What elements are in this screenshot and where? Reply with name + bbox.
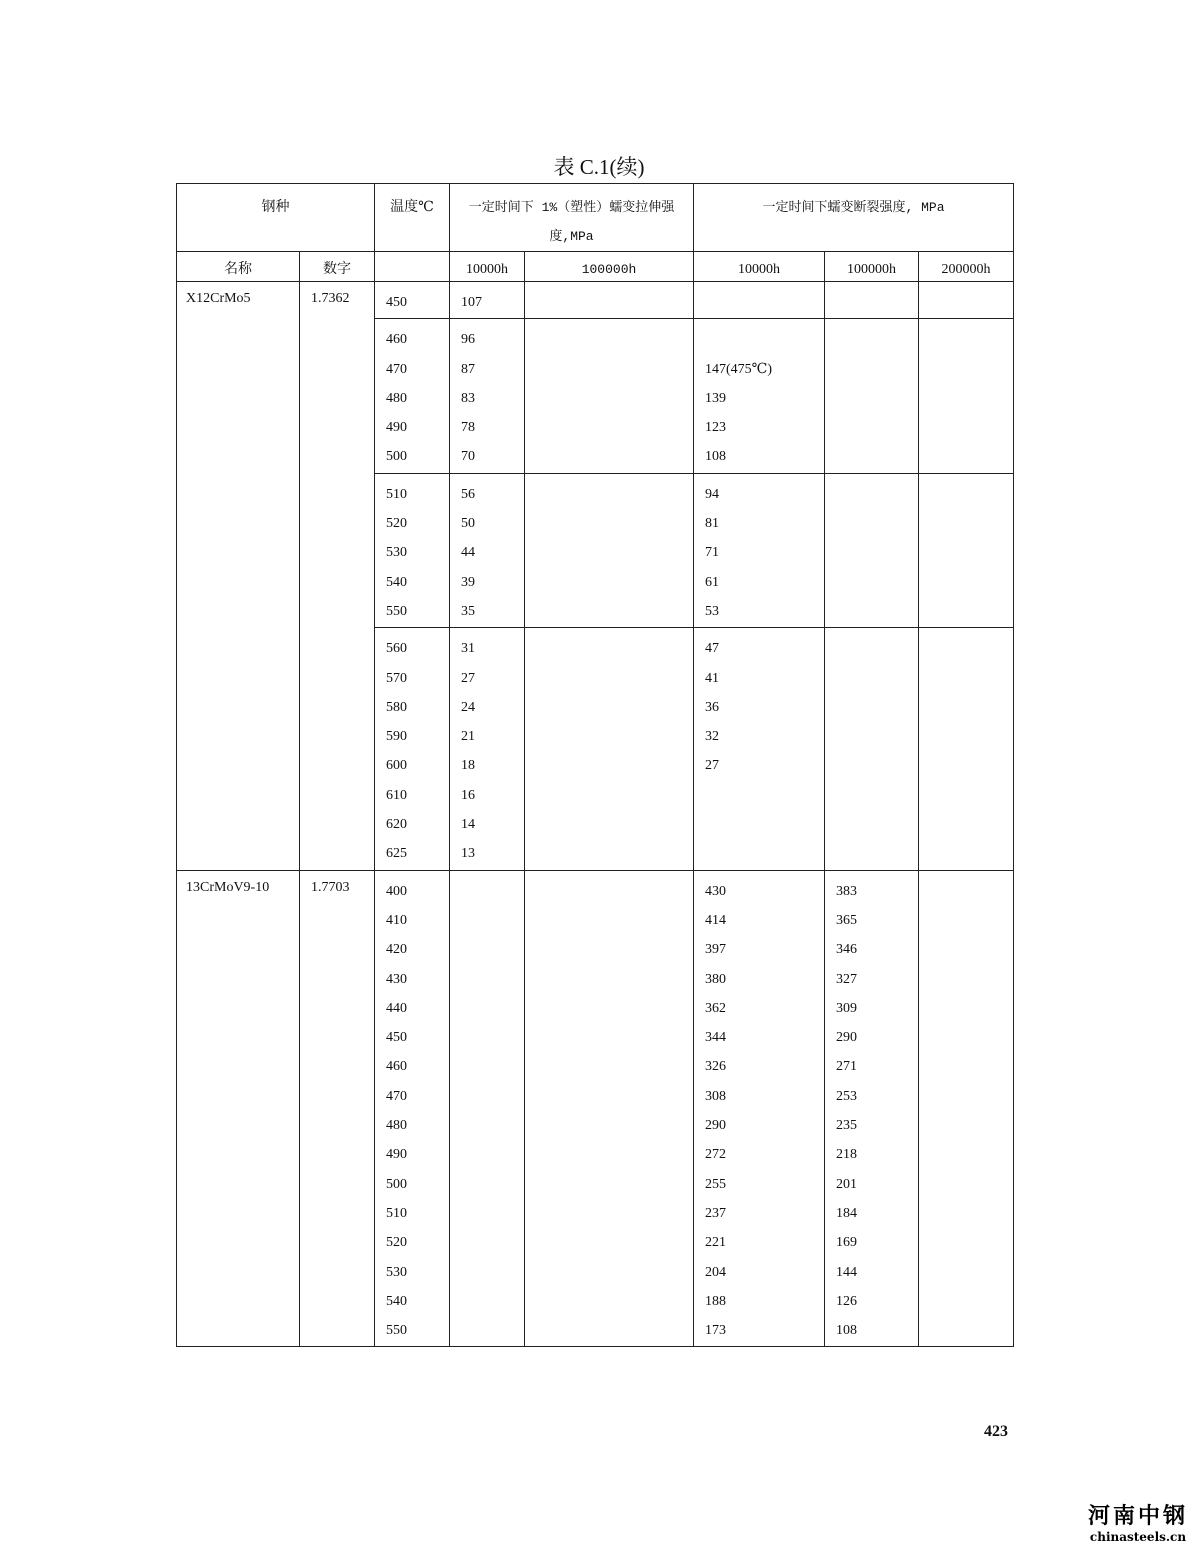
value-rupture-200000h [930, 1111, 1013, 1140]
watermark-en: chinasteels.cn [1089, 1530, 1187, 1544]
value-creep-10000h: 14 [461, 817, 475, 833]
value-rupture-200000h [930, 693, 1013, 722]
value-rupture-200000h [930, 994, 1013, 1023]
value-rupture-100000h [836, 480, 918, 509]
value-rupture-100000h: 253 [836, 1088, 858, 1104]
value-rupture-100000h [836, 722, 918, 751]
value-rupture-10000h: 414 [705, 912, 727, 928]
value-temperature: 470 [386, 361, 407, 377]
value-rupture-100000h: 184 [836, 1205, 858, 1221]
value-creep-100000h [536, 538, 693, 567]
value-rupture-10000h: 81 [705, 516, 720, 532]
value-creep-100000h [536, 839, 693, 868]
header-number: 数字 [323, 262, 351, 277]
value-creep-10000h: 56 [461, 486, 475, 502]
value-rupture-200000h [930, 1052, 1013, 1081]
value-rupture-200000h [930, 1199, 1013, 1228]
value-creep-100000h [536, 1199, 693, 1228]
value-temperature: 625 [386, 846, 407, 862]
value-rupture-200000h [930, 509, 1013, 538]
value-creep-10000h: 27 [461, 670, 475, 686]
value-creep-10000h: 107 [461, 295, 482, 310]
watermark-logo [1082, 1504, 1194, 1544]
value-rupture-200000h [930, 597, 1013, 626]
value-creep-10000h: 78 [461, 420, 475, 436]
value-rupture-10000h: 123 [705, 420, 727, 436]
value-rupture-200000h [930, 1023, 1013, 1052]
value-creep-10000h [461, 994, 524, 1023]
value-creep-10000h [461, 1170, 524, 1199]
value-temperature: 500 [386, 1176, 407, 1192]
value-rupture-200000h [930, 664, 1013, 693]
value-rupture-200000h [930, 442, 1013, 471]
value-creep-100000h [536, 935, 693, 964]
value-creep-100000h [536, 1111, 693, 1140]
value-temperature: 540 [386, 574, 407, 590]
value-rupture-10000h [705, 325, 824, 354]
value-temperature: 480 [386, 390, 407, 406]
cell-temperature [375, 282, 450, 319]
header-row-2 [177, 252, 1014, 282]
value-rupture-200000h [930, 480, 1013, 509]
value-temperature: 610 [386, 787, 407, 803]
value-creep-100000h [536, 288, 693, 317]
value-rupture-10000h [705, 810, 824, 839]
cell-rupture-10000h [694, 319, 825, 473]
value-rupture-10000h: 27 [705, 758, 720, 774]
value-creep-10000h [461, 1082, 524, 1111]
value-creep-10000h: 31 [461, 641, 475, 657]
value-rupture-10000h: 147(475℃) [705, 361, 773, 377]
value-temperature: 550 [386, 1323, 407, 1339]
value-creep-10000h [461, 906, 524, 935]
value-rupture-10000h: 108 [705, 449, 727, 465]
value-rupture-100000h [836, 288, 918, 317]
value-temperature: 400 [386, 883, 407, 899]
value-creep-10000h [461, 1316, 524, 1345]
value-rupture-100000h: 201 [836, 1176, 858, 1192]
value-rupture-100000h [836, 781, 918, 810]
value-temperature: 480 [386, 1118, 407, 1134]
cell-creep-100000h [525, 319, 694, 473]
cell-creep-10000h [450, 319, 525, 473]
value-rupture-100000h: 383 [836, 883, 858, 899]
value-rupture-10000h: 41 [705, 670, 720, 686]
value-rupture-10000h: 139 [705, 390, 727, 406]
value-temperature: 490 [386, 1147, 407, 1163]
value-temperature: 500 [386, 449, 407, 465]
value-rupture-200000h [930, 906, 1013, 935]
value-rupture-200000h [930, 384, 1013, 413]
value-creep-100000h [536, 597, 693, 626]
cell-rupture-100000h [825, 473, 919, 627]
value-creep-10000h [461, 1287, 524, 1316]
cell-rupture-100000h [825, 319, 919, 473]
cell-rupture-200000h [919, 473, 1014, 627]
value-rupture-100000h [836, 509, 918, 538]
cell-rupture-200000h [919, 282, 1014, 319]
value-creep-100000h [536, 1258, 693, 1287]
steel-name: 13CrMoV9-10 [186, 879, 270, 895]
header-temperature: 温度℃ [390, 200, 434, 215]
cell-creep-10000h [450, 870, 525, 1347]
value-rupture-200000h [930, 413, 1013, 442]
value-rupture-10000h: 94 [705, 486, 720, 502]
value-rupture-200000h [930, 1228, 1013, 1257]
value-temperature: 520 [386, 516, 407, 532]
value-creep-100000h [536, 634, 693, 663]
value-temperature: 440 [386, 1000, 407, 1016]
table-row [177, 282, 1014, 319]
value-temperature: 530 [386, 545, 407, 561]
steel-name: X12CrMo5 [186, 291, 251, 306]
value-creep-100000h [536, 965, 693, 994]
value-rupture-100000h: 126 [836, 1293, 858, 1309]
value-creep-100000h [536, 781, 693, 810]
value-creep-100000h [536, 442, 693, 471]
value-rupture-100000h [836, 442, 918, 471]
value-rupture-10000h: 36 [705, 699, 720, 715]
value-rupture-10000h: 71 [705, 545, 720, 561]
value-rupture-10000h: 362 [705, 1000, 727, 1016]
value-rupture-200000h [930, 781, 1013, 810]
value-creep-10000h: 39 [461, 574, 475, 590]
cell-rupture-100000h [825, 628, 919, 870]
value-rupture-10000h: 237 [705, 1205, 727, 1221]
cell-creep-100000h [525, 628, 694, 870]
cell-creep-10000h [450, 473, 525, 627]
value-rupture-200000h [930, 877, 1013, 906]
value-rupture-100000h: 108 [836, 1323, 858, 1339]
value-rupture-200000h [930, 1258, 1013, 1287]
value-rupture-100000h: 218 [836, 1147, 858, 1163]
cell-rupture-10000h [694, 282, 825, 319]
cell-rupture-10000h [694, 870, 825, 1347]
cell-rupture-10000h [694, 628, 825, 870]
value-temperature: 520 [386, 1235, 407, 1251]
value-temperature: 410 [386, 912, 407, 928]
value-creep-100000h [536, 877, 693, 906]
value-creep-10000h [461, 935, 524, 964]
header-creep-strength: 一定时间下 1%（塑性）蠕变拉伸强度,MPa [468, 200, 675, 244]
value-creep-100000h [536, 994, 693, 1023]
value-creep-100000h [536, 906, 693, 935]
cell-creep-100000h [525, 282, 694, 319]
value-rupture-200000h [930, 1316, 1013, 1345]
cell-rupture-200000h [919, 628, 1014, 870]
cell-creep-100000h [525, 473, 694, 627]
value-rupture-100000h: 290 [836, 1030, 858, 1046]
value-rupture-100000h [836, 634, 918, 663]
value-temperature: 550 [386, 603, 407, 619]
value-temperature: 510 [386, 1205, 407, 1221]
value-rupture-10000h: 61 [705, 574, 720, 590]
value-creep-10000h: 96 [461, 332, 475, 348]
value-temperature: 420 [386, 942, 407, 958]
value-creep-10000h [461, 1140, 524, 1169]
value-temperature: 570 [386, 670, 407, 686]
value-rupture-200000h [930, 965, 1013, 994]
value-creep-100000h [536, 1170, 693, 1199]
value-temperature: 450 [386, 295, 407, 310]
value-rupture-10000h: 204 [705, 1264, 727, 1280]
cell-creep-10000h [450, 628, 525, 870]
header-rupture-10000h: 10000h [738, 262, 781, 277]
value-rupture-100000h: 365 [836, 912, 858, 928]
header-name: 名称 [224, 262, 252, 277]
value-rupture-10000h: 272 [705, 1147, 727, 1163]
value-temperature: 460 [386, 1059, 407, 1075]
value-creep-100000h [536, 1316, 693, 1345]
value-rupture-100000h [836, 693, 918, 722]
value-rupture-100000h [836, 810, 918, 839]
value-creep-10000h [461, 877, 524, 906]
cell-rupture-200000h [919, 870, 1014, 1347]
value-creep-100000h [536, 1023, 693, 1052]
value-rupture-100000h: 235 [836, 1118, 858, 1134]
header-creep-100000h: 100000h [581, 262, 637, 277]
value-creep-100000h [536, 480, 693, 509]
cell-creep-10000h [450, 282, 525, 319]
value-creep-100000h [536, 413, 693, 442]
value-rupture-100000h [836, 538, 918, 567]
value-rupture-10000h: 53 [705, 603, 720, 619]
value-rupture-200000h [930, 751, 1013, 780]
value-creep-100000h [536, 1228, 693, 1257]
cell-creep-100000h [525, 870, 694, 1347]
cell-rupture-100000h [825, 282, 919, 319]
value-temperature: 460 [386, 332, 407, 348]
value-rupture-200000h [930, 1140, 1013, 1169]
header-rupture-strength: 一定时间下蠕变断裂强度, MPa [762, 200, 945, 215]
header-creep-10000h: 10000h [466, 262, 508, 277]
value-creep-10000h: 18 [461, 758, 475, 774]
value-creep-10000h: 35 [461, 603, 475, 619]
value-rupture-10000h: 397 [705, 942, 727, 958]
value-creep-10000h: 13 [461, 846, 475, 862]
value-rupture-100000h [836, 751, 918, 780]
value-rupture-200000h [930, 538, 1013, 567]
value-rupture-200000h [930, 634, 1013, 663]
cell-temperature [375, 870, 450, 1347]
value-temperature: 490 [386, 420, 407, 436]
value-creep-100000h [536, 693, 693, 722]
value-creep-100000h [536, 1082, 693, 1111]
page-number: 423 [984, 1423, 1008, 1440]
value-rupture-100000h [836, 839, 918, 868]
value-creep-100000h [536, 664, 693, 693]
value-creep-10000h [461, 1023, 524, 1052]
value-temperature: 590 [386, 729, 407, 745]
header-rupture-100000h: 100000h [847, 262, 897, 277]
value-temperature: 600 [386, 758, 407, 774]
value-rupture-10000h: 47 [705, 641, 720, 657]
table-title: 表 C.1(续) [553, 155, 645, 179]
value-rupture-200000h [930, 839, 1013, 868]
value-creep-100000h [536, 1052, 693, 1081]
steel-number: 1.7362 [311, 291, 350, 306]
value-rupture-200000h [930, 722, 1013, 751]
cell-temperature [375, 473, 450, 627]
value-creep-100000h [536, 568, 693, 597]
creep-strength-table [176, 183, 1014, 1347]
value-creep-100000h [536, 810, 693, 839]
value-rupture-200000h [930, 355, 1013, 384]
value-rupture-10000h: 308 [705, 1088, 727, 1104]
value-rupture-10000h: 32 [705, 729, 720, 745]
value-creep-100000h [536, 1287, 693, 1316]
value-creep-10000h [461, 965, 524, 994]
value-creep-10000h [461, 1052, 524, 1081]
value-rupture-200000h [930, 1287, 1013, 1316]
value-creep-100000h [536, 355, 693, 384]
header-steel: 钢种 [261, 200, 290, 215]
watermark-cn: 河南中钢 [1087, 1504, 1188, 1529]
value-creep-100000h [536, 509, 693, 538]
value-rupture-10000h [705, 781, 824, 810]
value-rupture-100000h: 144 [836, 1264, 858, 1280]
value-temperature: 530 [386, 1264, 407, 1280]
value-rupture-100000h [836, 597, 918, 626]
value-rupture-100000h: 271 [836, 1059, 858, 1075]
header-rupture-200000h: 200000h [941, 262, 991, 277]
value-creep-10000h [461, 1228, 524, 1257]
cell-rupture-200000h [919, 319, 1014, 473]
value-rupture-10000h: 221 [705, 1235, 727, 1251]
value-creep-100000h [536, 325, 693, 354]
value-creep-10000h: 44 [461, 545, 475, 561]
value-creep-10000h: 87 [461, 361, 475, 377]
value-creep-100000h [536, 1140, 693, 1169]
cell-temperature [375, 628, 450, 870]
value-rupture-10000h: 344 [705, 1030, 727, 1046]
value-rupture-10000h: 430 [705, 883, 727, 899]
value-rupture-200000h [930, 568, 1013, 597]
value-creep-10000h [461, 1111, 524, 1140]
value-creep-100000h [536, 384, 693, 413]
value-rupture-100000h [836, 568, 918, 597]
value-creep-10000h: 16 [461, 787, 475, 803]
value-rupture-100000h [836, 413, 918, 442]
value-creep-10000h: 83 [461, 390, 475, 406]
value-rupture-100000h [836, 355, 918, 384]
value-temperature: 620 [386, 817, 407, 833]
value-rupture-200000h [930, 1170, 1013, 1199]
value-rupture-100000h: 346 [836, 942, 858, 958]
value-rupture-100000h: 309 [836, 1000, 858, 1016]
value-rupture-200000h [930, 1082, 1013, 1111]
value-temperature: 470 [386, 1088, 407, 1104]
value-rupture-100000h: 169 [836, 1235, 858, 1251]
value-creep-10000h [461, 1199, 524, 1228]
value-rupture-200000h [930, 288, 1013, 317]
value-creep-100000h [536, 751, 693, 780]
value-rupture-10000h: 255 [705, 1176, 727, 1192]
value-rupture-10000h: 290 [705, 1118, 727, 1134]
value-creep-10000h [461, 1258, 524, 1287]
header-row-1 [177, 184, 1014, 252]
steel-number: 1.7703 [311, 879, 350, 895]
value-creep-10000h: 70 [461, 449, 475, 465]
value-creep-10000h: 50 [461, 516, 475, 532]
value-rupture-100000h [836, 325, 918, 354]
value-rupture-10000h: 380 [705, 971, 727, 987]
value-rupture-10000h: 173 [705, 1323, 727, 1339]
value-rupture-100000h: 327 [836, 971, 858, 987]
header-temp-blank [375, 252, 450, 282]
value-rupture-200000h [930, 325, 1013, 354]
value-rupture-100000h [836, 384, 918, 413]
value-creep-10000h: 21 [461, 729, 475, 745]
table-row [177, 870, 1014, 1347]
value-rupture-10000h: 326 [705, 1059, 727, 1075]
cell-rupture-10000h [694, 473, 825, 627]
value-rupture-100000h [836, 664, 918, 693]
value-temperature: 450 [386, 1030, 407, 1046]
value-creep-100000h [536, 722, 693, 751]
value-rupture-10000h [705, 839, 824, 868]
value-temperature: 540 [386, 1293, 407, 1309]
cell-rupture-100000h [825, 870, 919, 1347]
value-temperature: 560 [386, 641, 407, 657]
value-rupture-200000h [930, 935, 1013, 964]
cell-temperature [375, 319, 450, 473]
value-creep-10000h: 24 [461, 699, 475, 715]
value-temperature: 580 [386, 699, 407, 715]
value-rupture-200000h [930, 810, 1013, 839]
value-rupture-10000h: 188 [705, 1293, 727, 1309]
value-temperature: 510 [386, 486, 407, 502]
value-rupture-10000h [705, 288, 824, 317]
value-temperature: 430 [386, 971, 407, 987]
